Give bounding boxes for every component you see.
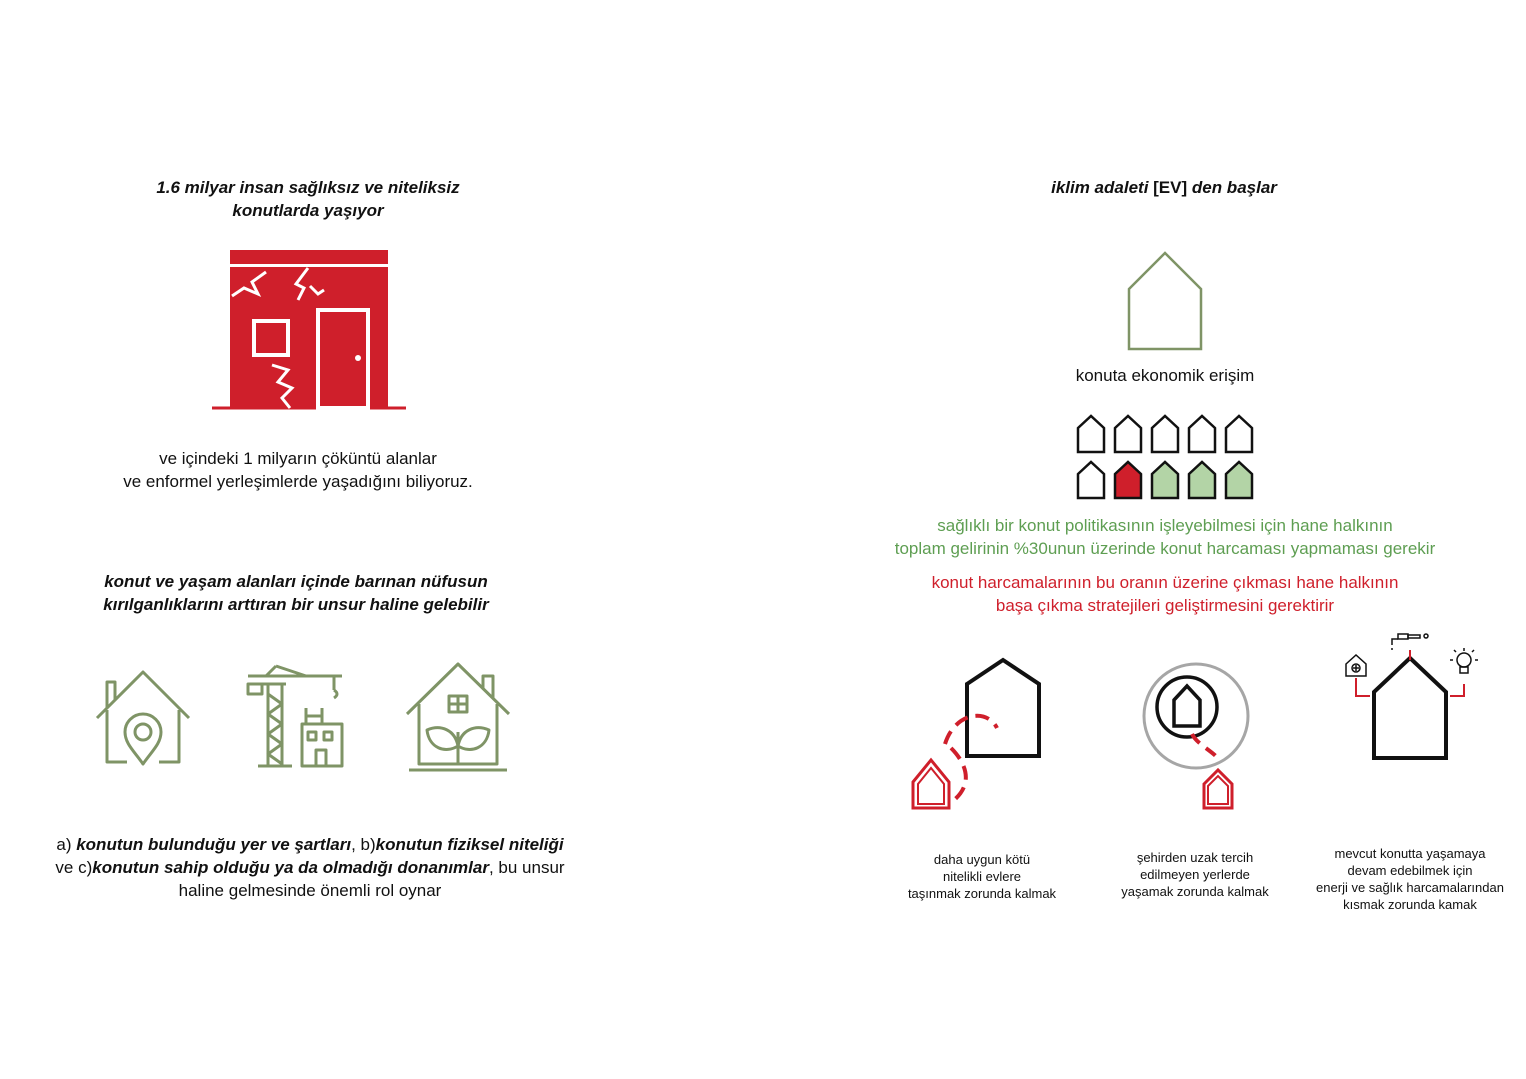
grid-house-2-1 — [1078, 462, 1104, 498]
policy-red — [830, 571, 1500, 617]
grid-house-1-3 — [1152, 416, 1178, 452]
strategy-2-line2: edilmeyen yerlerde — [1140, 867, 1250, 882]
left-subheading — [46, 570, 546, 616]
grid-house-1-4 — [1189, 416, 1215, 452]
strategy-3 — [1300, 845, 1520, 913]
left-factors — [10, 833, 610, 902]
strategy-1 — [892, 851, 1072, 902]
green-house-icon — [405, 662, 511, 772]
cut-spending-icon — [1340, 628, 1480, 764]
left-subheading-line1: konut ve yaşam alanları içinde barınan nüfusun — [104, 572, 488, 591]
far-from-city-icon — [1138, 660, 1254, 812]
left-statement — [48, 447, 548, 493]
strategy-2-line1: şehirden uzak tercih — [1136, 850, 1254, 865]
factor-c-prefix: ve c) — [55, 858, 93, 877]
move-house-icon — [905, 656, 1045, 814]
house-grid — [1076, 414, 1256, 500]
left-heading-line1: 1.6 milyar insan sağlıksız ve niteliksiz — [156, 178, 460, 197]
factor-b-text: konutun fiziksel niteliği — [375, 835, 564, 854]
house-outline-icon — [1127, 251, 1203, 351]
grid-house-1-2 — [1115, 416, 1141, 452]
policy-green-line2: toplam gelirinin %30unun üzerinde konut harcaması yapmaması gerekir — [894, 539, 1436, 558]
strategy-1-line3: taşınmak zorunda kalmak — [907, 886, 1057, 901]
policy-green — [830, 514, 1500, 560]
policy-green-line1: sağlıklı bir konut politikasının işleyebilmesi için hane halkının — [937, 516, 1393, 535]
left-statement-line1: ve içindeki 1 milyarın çöküntü alanlar — [159, 449, 437, 468]
left-heading — [58, 176, 558, 222]
factor-line3: haline gelmesinde önemli rol oynar — [178, 881, 442, 900]
factor-c-suffix: , bu unsur — [488, 858, 565, 877]
right-heading — [914, 176, 1414, 199]
strategy-3-line2: devam edebilmek için — [1347, 863, 1473, 878]
factor-b-prefix: , b) — [351, 835, 376, 854]
grid-house-2-3 — [1152, 462, 1178, 498]
grid-house-2-5 — [1226, 462, 1252, 498]
factor-a-prefix: a) — [56, 835, 77, 854]
light-bulb-icon — [1450, 648, 1478, 673]
access-label: konuta ekonomik erişim — [1075, 366, 1255, 385]
left-subheading-line2: kırılganlıklarını arttıran bir unsur haline gelebilir — [103, 595, 489, 614]
factor-c-text: konutun sahip olduğu ya da olmadığı donanımlar — [92, 858, 489, 877]
strategy-1-line1: daha uygun kötü — [933, 852, 1031, 867]
factor-a-text: konutun bulunduğu yer ve şartları — [76, 835, 352, 854]
policy-red-line2: başa çıkma stratejileri geliştirmesini gerektirir — [995, 596, 1335, 615]
left-heading-line2: konutlarda yaşıyor — [232, 201, 384, 220]
strategy-3-line4: kısmak zorunda kamak — [1343, 897, 1477, 912]
health-house-icon — [1346, 655, 1366, 676]
right-heading-bracket: [EV] — [1153, 178, 1188, 197]
right-heading-suffix: den başlar — [1187, 178, 1277, 197]
right-heading-prefix: iklim adaleti — [1051, 178, 1154, 197]
left-statement-line2: ve enformel yerleşimlerde yaşadığını biliyoruz. — [123, 472, 473, 491]
strategy-2 — [1105, 849, 1285, 900]
grid-house-1-5 — [1226, 416, 1252, 452]
water-tap-icon — [1392, 634, 1428, 650]
crane-construction-icon — [246, 664, 346, 770]
grid-house-1-1 — [1078, 416, 1104, 452]
cracked-building-icon — [212, 248, 407, 411]
strategy-1-line2: nitelikli evlere — [942, 869, 1022, 884]
strategy-2-line3: yaşamak zorunda kalmak — [1121, 884, 1269, 899]
grid-house-2-2 — [1115, 462, 1141, 498]
home-location-icon — [95, 670, 191, 770]
strategy-3-line1: mevcut konutta yaşamaya — [1334, 846, 1486, 861]
strategy-3-line3: enerji ve sağlık harcamalarından — [1316, 880, 1504, 895]
grid-house-2-4 — [1189, 462, 1215, 498]
policy-red-line1: konut harcamalarının bu oranın üzerine çıkması hane halkının — [931, 573, 1399, 592]
